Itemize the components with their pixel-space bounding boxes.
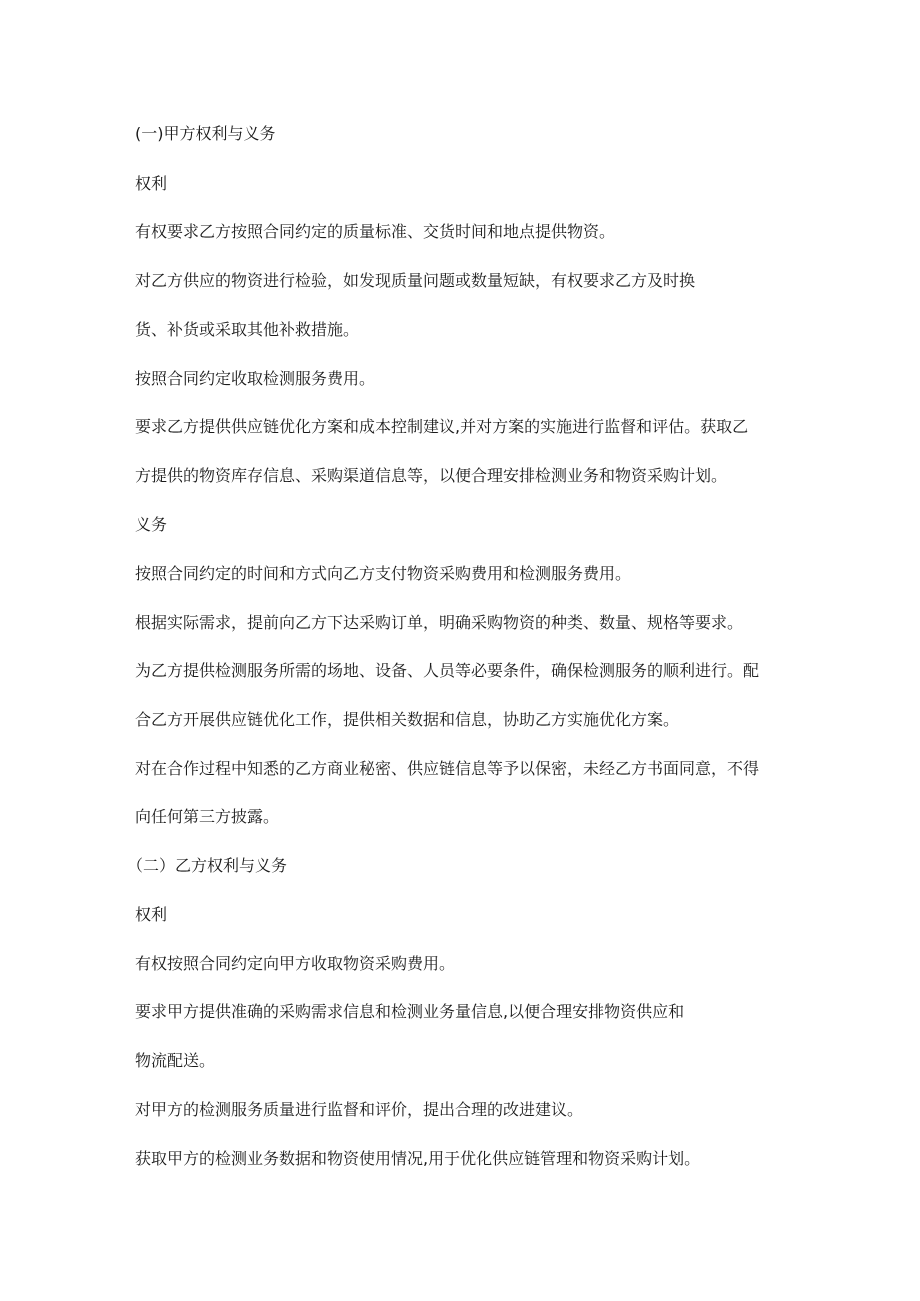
paragraph-line: 方提供的物资库存信息、采购渠道信息等，以便合理安排检测业务和物资采购计划。 <box>135 466 728 485</box>
subheading-obligations: 义务 <box>135 515 168 534</box>
paragraph-line: 对甲方的检测服务质量进行监督和评价，提出合理的改进建议。 <box>135 1100 584 1119</box>
paragraph-line: 根据实际需求，提前向乙方下达采购订单，明确采购物资的种类、数量、规格等要求。 <box>135 613 744 632</box>
paragraph-line: 货、补货或采取其他补救措施。 <box>135 320 360 339</box>
paragraph-line: 要求乙方提供供应链优化方案和成本控制建议,并对方案的实施进行监督和评估。获取乙 <box>135 417 749 436</box>
paragraph-line: 对乙方供应的物资进行检验，如发现质量问题或数量短缺，有权要求乙方及时换 <box>135 271 696 290</box>
section-heading-party-b: （二）乙方权利与义务 <box>127 856 288 875</box>
paragraph-line: 为乙方提供检测服务所需的场地、设备、人员等必要条件，确保检测服务的顺利进行。配 <box>135 661 760 680</box>
paragraph-line: 按照合同约定收取检测服务费用。 <box>135 369 376 388</box>
paragraph-line: 对在合作过程中知悉的乙方商业秘密、供应链信息等予以保密，未经乙方书面同意，不得 <box>135 759 760 778</box>
paragraph-line: 有权要求乙方按照合同约定的质量标准、交货时间和地点提供物资。 <box>135 222 616 241</box>
subheading-rights: 权利 <box>135 174 168 193</box>
paragraph-line: 按照合同约定的时间和方式向乙方支付物资采购费用和检测服务费用。 <box>135 564 632 583</box>
section-heading-party-a: (一)甲方权利与义务 <box>135 124 276 143</box>
paragraph-line: 获取甲方的检测业务数据和物资使用情况,用于优化供应链管理和物资采购计划。 <box>135 1149 701 1168</box>
paragraph-line: 有权按照合同约定向甲方收取物资采购费用。 <box>135 954 456 973</box>
paragraph-line: 向任何第三方披露。 <box>135 807 280 826</box>
paragraph-line: 合乙方开展供应链优化工作，提供相关数据和信息，协助乙方实施优化方案。 <box>135 710 680 729</box>
paragraph-line: 物流配送。 <box>135 1051 216 1070</box>
subheading-rights: 权利 <box>135 905 168 924</box>
paragraph-line: 要求甲方提供准确的采购需求信息和检测业务量信息,以便合理安排物资供应和 <box>135 1002 685 1021</box>
